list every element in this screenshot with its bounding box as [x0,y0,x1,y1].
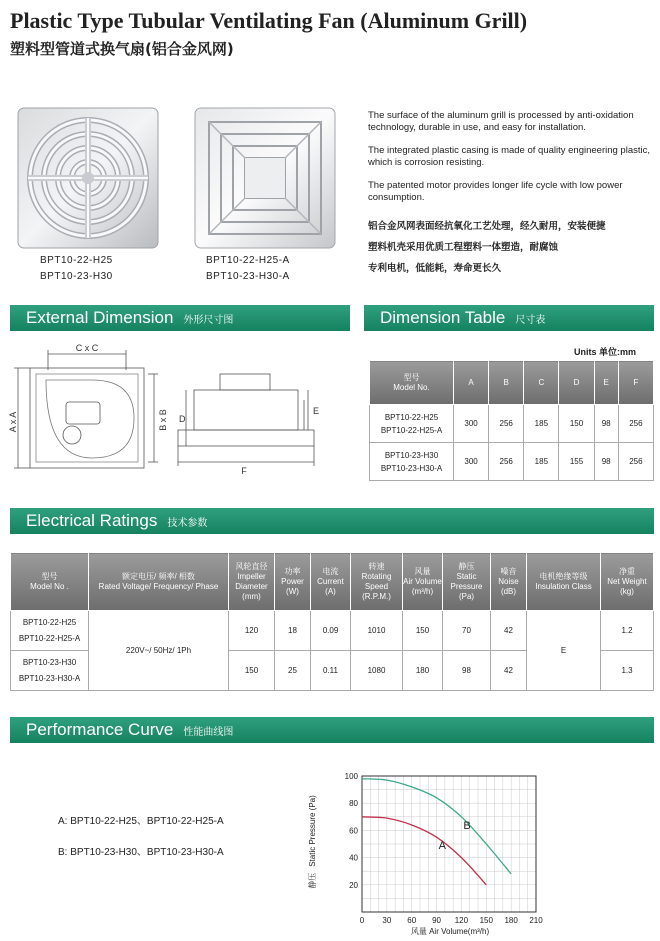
desc-cn-1: 铝合金风网表面经抗氧化工艺处理，经久耐用，安装便捷 [368,221,606,232]
x-tick-label: 180 [504,916,518,925]
section-title-cn: 技术参数 [167,517,208,529]
x-tick-label: 90 [432,916,442,925]
product-models-1 [40,253,113,285]
y-tick-label: 20 [349,880,358,890]
x-tick-label: 60 [407,916,417,925]
section-title-cn: 性能曲线图 [183,726,234,738]
curve-legend-b: B: BPT10-23-H30、BPT10-23-H30-A [58,847,224,858]
elec-header-volume: 风量 Air Volume (m³/h) [403,553,443,611]
x-tick-label: 120 [454,916,469,925]
elec-header-power: 功率 Power (W) [275,553,311,611]
model-label: BPT10-22-H25-A [206,255,290,266]
x-tick-label: 150 [479,916,493,925]
table-row: BPT10-23-H30 BPT10-23-H30-A 150 25 0.11 1080 180 98 42 1.3 [11,651,654,691]
elec-header-weight: 净重 Net Weight (kg) [601,553,654,611]
section-title: Electrical Ratings [26,511,158,530]
dim-header: C [524,361,559,405]
elec-header-pressure: 静压 Static Pressure (Pa) [443,553,491,611]
series-label-b: B [463,819,471,832]
desc-cn-2: 塑料机壳采用优质工程塑料一体塑造，耐腐蚀 [368,242,559,253]
series-label-a: A [438,840,446,853]
product-photo-square-grill [195,108,335,248]
voltage-cell: 220V~/ 50Hz/ 1Ph [89,611,229,691]
electrical-table [10,552,654,691]
table-row: BPT10-23-H30 BPT10-23-H30-A 300 256 185 155 98 256 [370,443,654,481]
model-label: BPT10-22-H25 [40,255,113,266]
dim-header: D [559,361,594,405]
label-bxb: B x B [158,409,168,431]
label-f: F [241,466,247,476]
desc-en-2: The integrated plastic casing is made of quality engineering plastic, which is corrosion resisting. [368,145,650,168]
desc-cn-3: 专利电机，低能耗，寿命更长久 [368,263,502,274]
section-title-cn: 尺寸表 [515,314,546,326]
label-d: D [179,414,186,424]
dim-header-model: 型号 Model No. [370,361,454,405]
section-electrical-ratings [10,508,654,534]
unit-note: Units 单位:mm [574,347,637,357]
section-title: External Dimension [26,308,174,327]
insulation-cell: E [527,611,601,691]
external-dimension-drawing [8,340,353,480]
product-photo-round-grill [18,108,158,248]
y-tick-label: 100 [344,772,358,781]
x-tick-label: 30 [382,916,392,925]
elec-header-current: 电流 Current (A) [311,553,351,611]
section-performance-curve [10,717,654,743]
curve-legend-a: A: BPT10-22-H25、BPT10-22-H25-A [58,816,224,827]
section-title: Dimension Table [380,308,506,327]
table-row: BPT10-22-H25 BPT10-22-H25-A 220V~/ 50Hz/ 1Ph 120 18 0.09 1010 150 70 42 E 1.2 [11,611,654,651]
label-cxc: C x C [75,343,99,353]
elec-header-speed: 转速 Rotating Speed (R.P.M.) [351,553,403,611]
y-tick-label: 60 [349,826,358,836]
section-title-cn: 外形尺寸图 [183,314,234,326]
x-tick-label: 210 [529,916,543,925]
product-models-2 [206,253,290,285]
chart-xlabel: 风量 Air Volume(m³/h) [410,927,490,936]
model-label: BPT10-23-H30 [40,271,113,282]
elec-header-model: 型号 Model No . [11,553,89,611]
dim-header: E [594,361,618,405]
desc-en-1: The surface of the aluminum grill is processed by anti-oxidation technology, durable in use, and easy for installation. [368,110,634,133]
page-title: Plastic Type Tubular Ventilating Fan (Aluminum Grill) [10,8,528,33]
dim-header: A [454,361,489,405]
section-external-dimension [10,305,350,331]
elec-header-insulation: 电机绝缘等级 Insulation Class [527,553,601,611]
chart-ylabel: 静压Static Pressure (Pa) [308,795,317,889]
section-dimension-table [364,305,654,331]
page-subtitle-cn: 塑料型管道式换气扇(铝合金风网) [10,40,234,58]
dim-header: B [489,361,524,405]
dim-header: F [618,361,653,405]
elec-header-impeller: 风轮直径 Impeller Diameter (mm) [229,553,275,611]
table-row: BPT10-22-H25 BPT10-22-H25-A 300 256 185 150 98 256 [370,405,654,443]
performance-chart [310,762,560,937]
y-tick-label: 40 [349,853,358,863]
label-e: E [313,406,320,416]
y-tick-label: 80 [349,799,358,809]
model-label: BPT10-23-H30-A [206,271,290,282]
desc-en-3: The patented motor provides longer life cycle with low power consumption. [368,180,623,203]
x-tick-label: 0 [359,916,365,925]
label-axa: A x A [8,411,18,433]
section-title: Performance Curve [26,720,174,739]
elec-header-noise: 噪音 Noise (dB) [491,553,527,611]
dimension-table [369,360,654,481]
elec-header-voltage: 额定电压/ 频率/ 相数 Rated Voltage/ Frequency/ Phase [89,553,229,611]
